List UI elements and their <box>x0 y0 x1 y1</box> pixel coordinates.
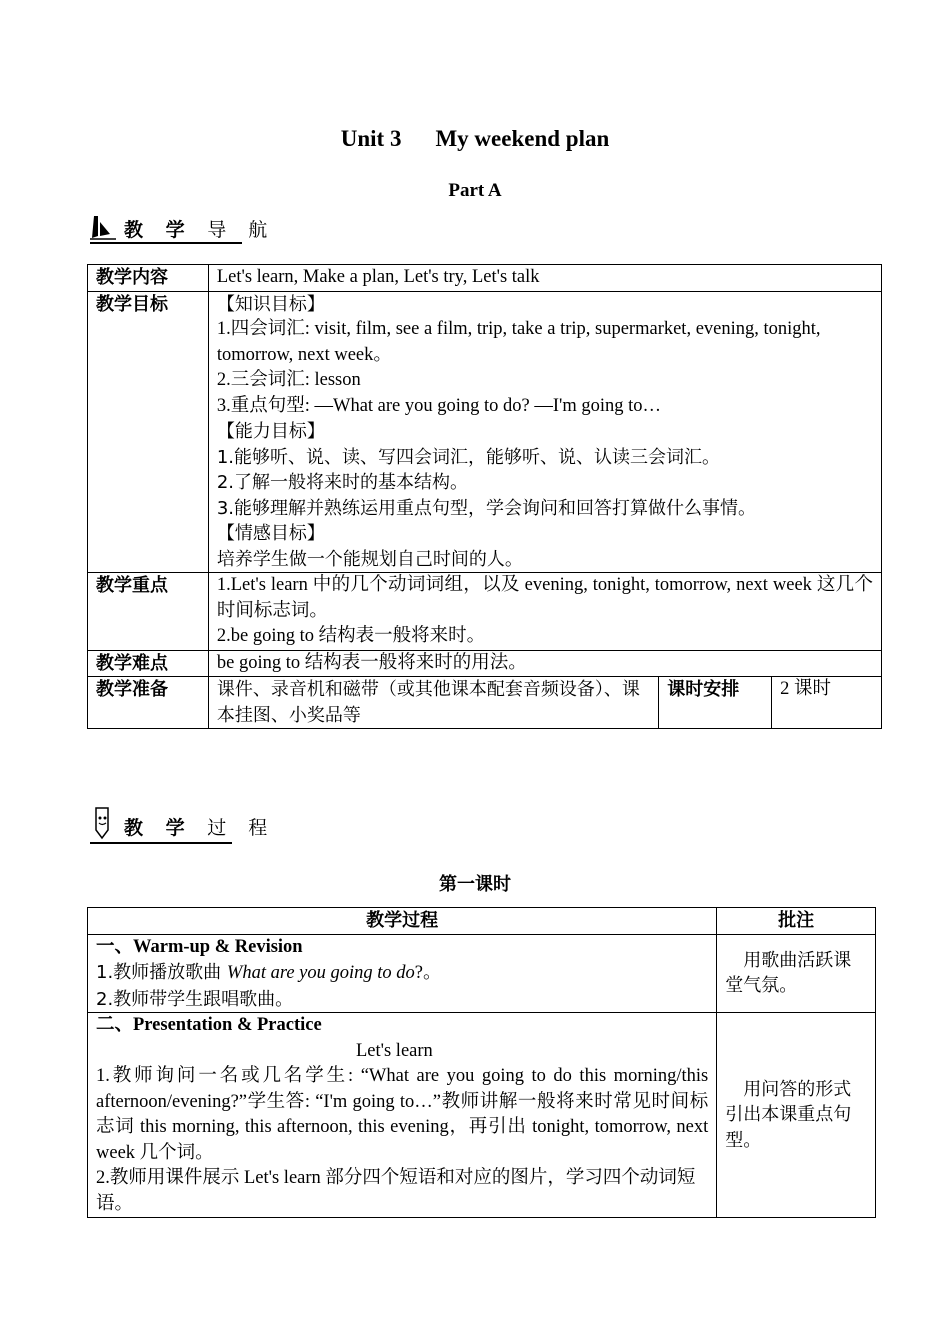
banner-guide-thin: 导 航 <box>207 219 276 241</box>
table-row <box>88 573 882 651</box>
song-title: What are you going to do <box>226 963 415 983</box>
schedule-label: 课时安排 <box>659 677 772 729</box>
goals-value <box>208 291 881 573</box>
goal-line: 【情感目标】 <box>216 523 325 544</box>
banner-guide-bold: 教 学 <box>124 219 193 241</box>
table-row <box>88 265 882 292</box>
process-line <box>96 960 708 987</box>
table-row <box>88 677 882 729</box>
teaching-process-banner <box>88 806 275 840</box>
key-point-line: 1.Let's learn 中的几个动词词组，以及 evening, tonight, tomorrow, next week 这几个时间标志词。 <box>216 575 873 621</box>
column-header-notes: 批注 <box>717 908 876 935</box>
difficulties-value: be going to 结构表一般将来时的用法。 <box>208 650 881 677</box>
teaching-plan-table <box>87 264 882 729</box>
part-title: Part A <box>448 180 502 201</box>
unit-number: Unit 3 <box>340 126 402 151</box>
guide-banner-underline <box>90 242 242 244</box>
process-banner-underline <box>90 842 232 844</box>
note-cell <box>717 1013 876 1218</box>
lesson-title: 第一课时 <box>439 874 511 895</box>
table-header-row <box>88 908 876 935</box>
section-heading: 一、Warm-up & Revision <box>96 936 303 957</box>
schedule-value: 2 课时 <box>772 677 882 729</box>
banner-process-bold: 教 学 <box>124 817 193 839</box>
difficulties-label: 教学难点 <box>88 650 209 677</box>
key-points-value <box>208 573 881 651</box>
process-paragraph: 1.教师询问一名或几名学生: “What are you going to do this morning/this afternoon/evening?”学生答: “I'm going to…”教师讲解一般将来时常见时间标志词 this morning, this afternoon, this evening，再引出 tonight, tomorrow, next week 几个词。 <box>96 1066 709 1163</box>
section-heading: 二、Presentation & Practice <box>96 1015 322 1035</box>
goal-line: 1.能够听、说、读、写四会词汇，能够听、说、认读三会词汇。 <box>216 446 721 468</box>
process-line-end: ?。 <box>414 963 442 983</box>
goal-line: 培养学生做一个能规划自己时间的人。 <box>216 548 523 570</box>
unit-title <box>0 126 950 152</box>
key-point-line: 2.be going to 结构表一般将来时。 <box>216 626 486 646</box>
pen-writing-icon <box>88 212 118 242</box>
unit-name: My weekend plan <box>435 126 610 151</box>
pencil-character-icon <box>88 806 118 840</box>
content-label: 教学内容 <box>88 265 209 292</box>
preparation-value: 课件、录音机和磁带（或其他课本配套音频设备）、课本挂图、小奖品等 <box>208 677 658 729</box>
table-row <box>88 291 882 573</box>
lesson-process-table <box>87 907 876 1218</box>
table-row <box>88 650 882 677</box>
goal-line: 2.了解一般将来时的基本结构。 <box>216 472 469 493</box>
teaching-guide-banner <box>88 212 275 242</box>
table-row <box>88 1013 876 1218</box>
goal-line: 3.重点句型: —What are you going to do? —I'm going to… <box>216 395 662 416</box>
process-cell <box>88 1013 717 1218</box>
note-cell <box>717 934 876 1013</box>
content-value: Let's learn, Make a plan, Let's try, Let's talk <box>208 265 881 292</box>
process-cell <box>88 934 717 1013</box>
goal-line: 1.四会词汇: visit, film, see a film, trip, take a trip, supermarket, evening, tonight, tomorrow, next week。 <box>216 319 821 365</box>
preparation-label: 教学准备 <box>88 677 209 729</box>
process-line-text: 1.教师播放歌曲 <box>96 962 227 983</box>
subsection-heading: Let's learn <box>356 1040 433 1061</box>
goal-line: 【知识目标】 <box>216 293 325 315</box>
table-row <box>88 934 876 1013</box>
goal-line: 2.三会词汇: lesson <box>216 370 361 390</box>
key-points-label: 教学重点 <box>88 573 209 651</box>
goals-label: 教学目标 <box>88 291 209 573</box>
banner-process-thin: 过 程 <box>207 817 276 839</box>
column-header-process: 教学过程 <box>88 908 717 935</box>
process-line: 2.教师带学生跟唱歌曲。 <box>96 988 294 1010</box>
note-text: 用问答的形式引出本课重点句型。 <box>725 1078 852 1151</box>
note-text: 用歌曲活跃课堂气氛。 <box>725 949 852 997</box>
process-paragraph: 2.教师用课件展示 Let's learn 部分四个短语和对应的图片，学习四个动词短语。 <box>96 1168 696 1214</box>
goal-line: 3.能够理解并熟练运用重点句型，学会询问和回答打算做什么事情。 <box>216 497 757 519</box>
goal-line: 【能力目标】 <box>216 421 325 442</box>
